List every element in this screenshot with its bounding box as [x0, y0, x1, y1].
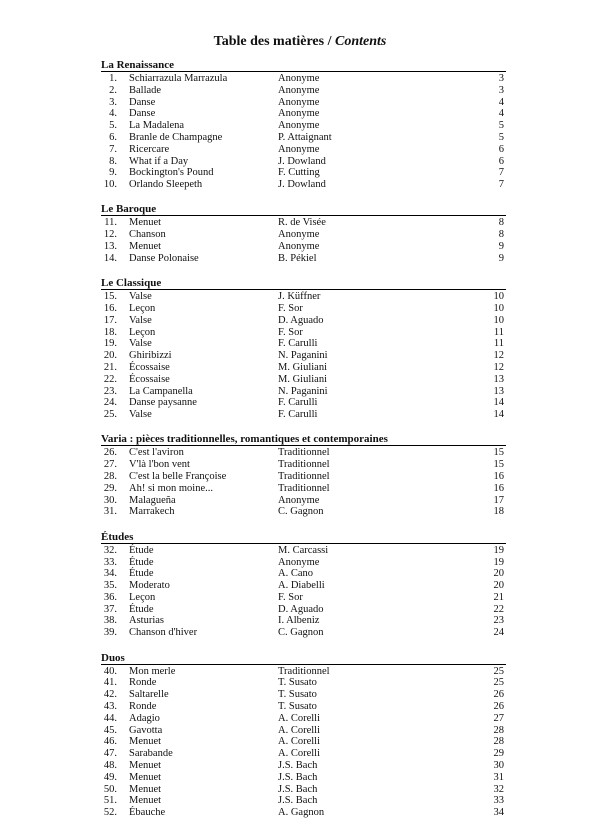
entry-title: Schiarrazula Marrazula [129, 73, 228, 84]
toc-entry [101, 303, 506, 315]
toc-entry [101, 592, 506, 604]
section-title: Le Classique [101, 277, 162, 290]
entry-composer: Anonyme [278, 73, 320, 84]
entry-page: 7 [498, 179, 504, 191]
entry-page: 27 [493, 712, 504, 724]
entry-page: 10 [493, 291, 504, 303]
entry-number: 10. [103, 179, 117, 191]
entry-page: 22 [493, 603, 504, 615]
entry-page: 4 [498, 108, 504, 120]
entry-title: Saltarelle [129, 689, 169, 701]
toc-entry [101, 144, 506, 156]
toc-section [101, 277, 506, 421]
entry-page: 5 [498, 120, 504, 132]
entry-title: Danse Polonaise [129, 252, 199, 264]
entry-number: 47. [103, 748, 117, 760]
entry-composer: Traditionnel [278, 459, 330, 471]
toc-entry [101, 338, 506, 350]
toc-entry [101, 85, 506, 97]
entry-title: Danse [129, 108, 156, 120]
entry-number: 6. [109, 131, 117, 143]
entry-title: C'est l'aviron [129, 447, 184, 459]
entry-composer: J.S. Bach [278, 759, 318, 771]
entry-page: 33 [493, 795, 504, 807]
entry-composer: F. Cutting [278, 167, 320, 179]
toc-section [101, 433, 506, 518]
entry-number: 5. [109, 120, 117, 132]
entry-number: 39. [103, 627, 117, 639]
entry-title: Menuet [129, 759, 162, 771]
entry-composer: Anonyme [278, 84, 320, 96]
entry-number: 21. [103, 361, 117, 373]
entry-title: Bockington's Pound [129, 167, 214, 179]
toc-entry [101, 241, 506, 253]
entry-page: 15 [493, 447, 504, 459]
entry-number: 1. [109, 73, 117, 84]
entry-page: 24 [493, 627, 504, 639]
section-divider [101, 543, 506, 544]
toc-entry [101, 713, 506, 725]
title-italic-text: Contents [334, 34, 387, 49]
toc-entry [101, 689, 506, 701]
section-title: La Renaissance [101, 59, 175, 71]
entry-composer: B. Pékiel [278, 252, 317, 264]
entry-composer: C. Gagnon [278, 627, 324, 639]
entry-composer: J.S. Bach [278, 771, 318, 783]
entry-page: 21 [493, 591, 504, 603]
entry-title: Ghiribizzi [129, 350, 172, 362]
table-of-contents [101, 59, 506, 831]
entry-title: Orlando Sleepeth [129, 179, 203, 191]
entry-title: Gavotta [129, 724, 163, 736]
entry-composer: M. Carcassi [278, 544, 329, 556]
entry-number: 24. [103, 397, 117, 409]
entry-composer: A. Cano [278, 568, 313, 580]
entry-page: 30 [493, 759, 504, 771]
entry-title: La Campanella [129, 385, 193, 397]
entry-title: Branle de Champagne [129, 131, 223, 143]
entry-page: 11 [493, 326, 504, 338]
entry-composer: F. Sor [278, 326, 303, 338]
entry-composer: M. Giuliani [278, 361, 327, 373]
entry-composer: T. Susato [278, 677, 317, 689]
entry-title: La Madalena [129, 120, 185, 132]
toc-section [101, 652, 506, 819]
entry-page: 34 [493, 807, 504, 819]
entry-page: 31 [493, 771, 504, 783]
entry-composer: Anonyme [278, 556, 320, 568]
toc-entry [101, 506, 506, 518]
entry-page: 29 [493, 748, 504, 760]
entry-number: 27. [103, 459, 117, 471]
entry-page: 25 [493, 665, 504, 677]
entry-composer: Anonyme [278, 96, 320, 108]
toc-entry [101, 253, 506, 265]
entry-page: 5 [498, 131, 504, 143]
toc-entry [101, 725, 506, 737]
entry-number: 38. [103, 615, 117, 627]
entry-number: 29. [103, 482, 117, 494]
entry-composer: T. Susato [278, 700, 317, 712]
toc-entry [101, 291, 506, 303]
entry-page: 20 [493, 580, 504, 592]
entry-composer: Anonyme [278, 108, 320, 120]
entry-page: 6 [498, 155, 504, 167]
toc-entry [101, 471, 506, 483]
entry-title: Ébauche [129, 807, 166, 819]
entry-number: 41. [103, 677, 117, 689]
toc-entry [101, 167, 506, 179]
toc-entry [101, 627, 506, 639]
title-text: Table des matières / [213, 34, 335, 49]
entry-number: 32. [103, 544, 117, 556]
entry-title: Leçon [129, 302, 156, 314]
entry-number: 9. [109, 167, 117, 179]
entry-composer: A. Corelli [278, 748, 320, 760]
entry-number: 30. [103, 494, 117, 506]
entry-page: 9 [498, 252, 504, 264]
toc-entry [101, 362, 506, 374]
entry-page: 13 [493, 385, 504, 397]
entry-number: 18. [103, 326, 117, 338]
entry-title: Menuet [129, 771, 162, 783]
entry-title: Adagio [129, 712, 160, 724]
entry-number: 42. [103, 689, 117, 701]
toc-entry [101, 807, 506, 819]
entry-page: 13 [493, 373, 504, 385]
toc-entry [101, 374, 506, 386]
entry-composer: A. Diabelli [278, 580, 325, 592]
entry-page: 4 [498, 96, 504, 108]
toc-section [101, 531, 506, 639]
entry-page: 9 [498, 241, 504, 253]
section-divider [101, 215, 506, 216]
entry-title: Menuet [129, 217, 162, 229]
toc-entry [101, 97, 506, 109]
entry-composer: N. Paganini [278, 350, 328, 362]
entry-title: Chanson [129, 229, 166, 241]
entry-title: Étude [129, 568, 154, 580]
entry-number: 8. [109, 155, 117, 167]
entry-title: Étude [129, 556, 154, 568]
entry-title: Valse [129, 314, 152, 326]
section-title: Varia : pièces traditionnelles, romantiques et contemporaines [101, 433, 388, 446]
toc-entry [101, 666, 506, 678]
entry-title: Marrakech [129, 506, 175, 518]
toc-entry [101, 736, 506, 748]
entry-page: 10 [493, 314, 504, 326]
entry-number: 7. [109, 143, 117, 155]
entry-composer: F. Carulli [278, 338, 318, 350]
section-title: Études [101, 530, 134, 543]
entry-composer: Traditionnel [278, 471, 330, 483]
entry-title: C'est la belle Françoise [129, 471, 227, 483]
entry-number: 45. [103, 724, 117, 736]
entry-page: 23 [493, 615, 504, 627]
toc-entry [101, 156, 506, 168]
entry-composer: M. Giuliani [278, 373, 327, 385]
entry-composer: N. Paganini [278, 385, 328, 397]
entry-page: 16 [493, 471, 504, 483]
toc-entry [101, 73, 506, 85]
toc-section [101, 203, 506, 264]
entry-composer: T. Susato [278, 689, 317, 701]
entry-composer: I. Albeniz [278, 615, 320, 627]
entry-composer: Anonyme [278, 120, 320, 132]
entry-number: 17. [103, 314, 117, 326]
toc-entry [101, 315, 506, 327]
section-title: Duos [101, 651, 125, 664]
entry-title: V'là l'bon vent [129, 459, 190, 471]
entry-composer: Anonyme [278, 143, 320, 155]
entry-number: 25. [103, 409, 117, 421]
entry-composer: Traditionnel [278, 447, 330, 459]
entry-title: Mon merle [129, 665, 176, 677]
entry-composer: J.S. Bach [278, 783, 318, 795]
toc-entry [101, 760, 506, 772]
entry-composer: Traditionnel [278, 665, 330, 677]
entry-number: 26. [103, 447, 117, 459]
entry-number: 36. [103, 591, 117, 603]
toc-entry [101, 604, 506, 616]
entry-number: 20. [103, 350, 117, 362]
entry-composer: C. Gagnon [278, 506, 324, 518]
entry-title: Asturias [129, 615, 164, 627]
entry-composer: A. Gagnon [278, 807, 325, 819]
entry-page: 20 [493, 568, 504, 580]
entry-number: 28. [103, 471, 117, 483]
entry-composer: J. Küffner [278, 291, 321, 303]
toc-section [101, 59, 506, 191]
entry-composer: F. Sor [278, 591, 303, 603]
entry-composer: F. Carulli [278, 397, 318, 409]
page-title [0, 34, 600, 50]
entry-number: 2. [109, 84, 117, 96]
toc-entry [101, 397, 506, 409]
toc-entry [101, 217, 506, 229]
toc-entry [101, 327, 506, 339]
entry-title: Menuet [129, 783, 162, 795]
entry-page: 15 [493, 459, 504, 471]
entry-title: Ronde [129, 700, 157, 712]
entry-composer: A. Corelli [278, 712, 320, 724]
entry-number: 34. [103, 568, 117, 580]
entry-composer: R. de Visée [278, 217, 326, 229]
entry-title: Sarabande [129, 748, 173, 760]
entry-page: 14 [493, 397, 504, 409]
entry-composer: Anonyme [278, 494, 320, 506]
entry-number: 3. [109, 96, 117, 108]
toc-entry [101, 795, 506, 807]
entry-title: Chanson d'hiver [129, 627, 198, 639]
entry-composer: A. Corelli [278, 736, 320, 748]
entry-title: Danse paysanne [129, 397, 197, 409]
entry-page: 7 [498, 167, 504, 179]
entry-page: 19 [493, 556, 504, 568]
entry-composer: J. Dowland [278, 155, 326, 167]
entry-page: 11 [493, 338, 504, 350]
toc-entry [101, 483, 506, 495]
entry-title: Danse [129, 96, 156, 108]
entry-page: 18 [493, 506, 504, 518]
entry-page: 6 [498, 143, 504, 155]
entry-number: 23. [103, 385, 117, 397]
entry-title: Ah! si mon moine... [129, 482, 213, 494]
entry-title: Écossaise [129, 361, 170, 373]
entry-number: 35. [103, 580, 117, 592]
entry-title: Moderato [129, 580, 170, 592]
toc-entry [101, 580, 506, 592]
entry-page: 8 [498, 217, 504, 229]
toc-entry [101, 495, 506, 507]
section-divider [101, 71, 506, 72]
toc-entry [101, 386, 506, 398]
section-divider [101, 664, 506, 665]
toc-entry [101, 459, 506, 471]
toc-entry [101, 409, 506, 421]
entry-title: Valse [129, 338, 152, 350]
entry-title: What if a Day [129, 155, 189, 167]
entry-page: 10 [493, 302, 504, 314]
entry-page: 3 [498, 73, 504, 84]
toc-entry [101, 748, 506, 760]
toc-entry [101, 447, 506, 459]
toc-entry [101, 120, 506, 132]
entry-title: Leçon [129, 591, 156, 603]
entry-title: Écossaise [129, 373, 170, 385]
entry-page: 28 [493, 736, 504, 748]
toc-entry [101, 772, 506, 784]
entry-composer: J. Dowland [278, 179, 326, 191]
entry-composer: A. Corelli [278, 724, 320, 736]
entry-composer: Traditionnel [278, 482, 330, 494]
entry-number: 11. [104, 217, 117, 229]
entry-title: Leçon [129, 326, 156, 338]
entry-composer: F. Sor [278, 302, 303, 314]
entry-number: 52. [103, 807, 117, 819]
entry-page: 17 [493, 494, 504, 506]
toc-entry [101, 615, 506, 627]
entry-title: Malagueña [129, 494, 176, 506]
entry-number: 12. [103, 229, 117, 241]
entry-number: 44. [103, 712, 117, 724]
toc-entry [101, 545, 506, 557]
entry-title: Menuet [129, 795, 162, 807]
entry-number: 43. [103, 700, 117, 712]
entry-title: Valse [129, 409, 152, 421]
entry-number: 40. [103, 665, 117, 677]
entry-composer: Anonyme [278, 229, 320, 241]
toc-entry [101, 568, 506, 580]
entry-composer: F. Carulli [278, 409, 318, 421]
entry-page: 26 [493, 700, 504, 712]
section-divider [101, 289, 506, 290]
entry-page: 3 [498, 84, 504, 96]
toc-entry [101, 229, 506, 241]
section-title: Le Baroque [101, 203, 157, 216]
entry-page: 14 [493, 409, 504, 421]
entry-number: 4. [109, 108, 117, 120]
entry-page: 25 [493, 677, 504, 689]
entry-number: 46. [103, 736, 117, 748]
entry-number: 48. [103, 759, 117, 771]
entry-title: Ballade [129, 84, 162, 96]
entry-composer: D. Aguado [278, 603, 324, 615]
entry-title: Ronde [129, 677, 157, 689]
entry-number: 31. [103, 506, 117, 518]
entry-page: 16 [493, 482, 504, 494]
entry-page: 28 [493, 724, 504, 736]
toc-entry [101, 179, 506, 191]
entry-number: 16. [103, 302, 117, 314]
entry-title: Étude [129, 603, 154, 615]
entry-page: 8 [498, 229, 504, 241]
entry-composer: P. Attaignant [278, 131, 332, 143]
toc-entry [101, 701, 506, 713]
entry-number: 15. [103, 291, 117, 303]
entry-page: 12 [493, 361, 504, 373]
toc-entry [101, 108, 506, 120]
toc-entry [101, 784, 506, 796]
entry-number: 51. [103, 795, 117, 807]
section-divider [101, 445, 506, 446]
entry-title: Menuet [129, 736, 162, 748]
entry-number: 49. [103, 771, 117, 783]
entry-composer: J.S. Bach [278, 795, 318, 807]
entry-page: 32 [493, 783, 504, 795]
entry-number: 14. [103, 252, 117, 264]
toc-entry [101, 132, 506, 144]
entry-composer: D. Aguado [278, 314, 324, 326]
entry-title: Valse [129, 291, 152, 303]
entry-title: Menuet [129, 241, 162, 253]
entry-title: Ricercare [129, 143, 170, 155]
entry-composer: Anonyme [278, 241, 320, 253]
toc-entry [101, 350, 506, 362]
entry-number: 37. [103, 603, 117, 615]
entry-title: Étude [129, 544, 154, 556]
entry-page: 19 [493, 544, 504, 556]
entry-number: 22. [103, 373, 117, 385]
toc-entry [101, 557, 506, 569]
entry-number: 13. [103, 241, 117, 253]
entry-number: 50. [103, 783, 117, 795]
entry-page: 12 [493, 350, 504, 362]
entry-number: 19. [103, 338, 117, 350]
entry-page: 26 [493, 689, 504, 701]
toc-entry [101, 677, 506, 689]
entry-number: 33. [103, 556, 117, 568]
